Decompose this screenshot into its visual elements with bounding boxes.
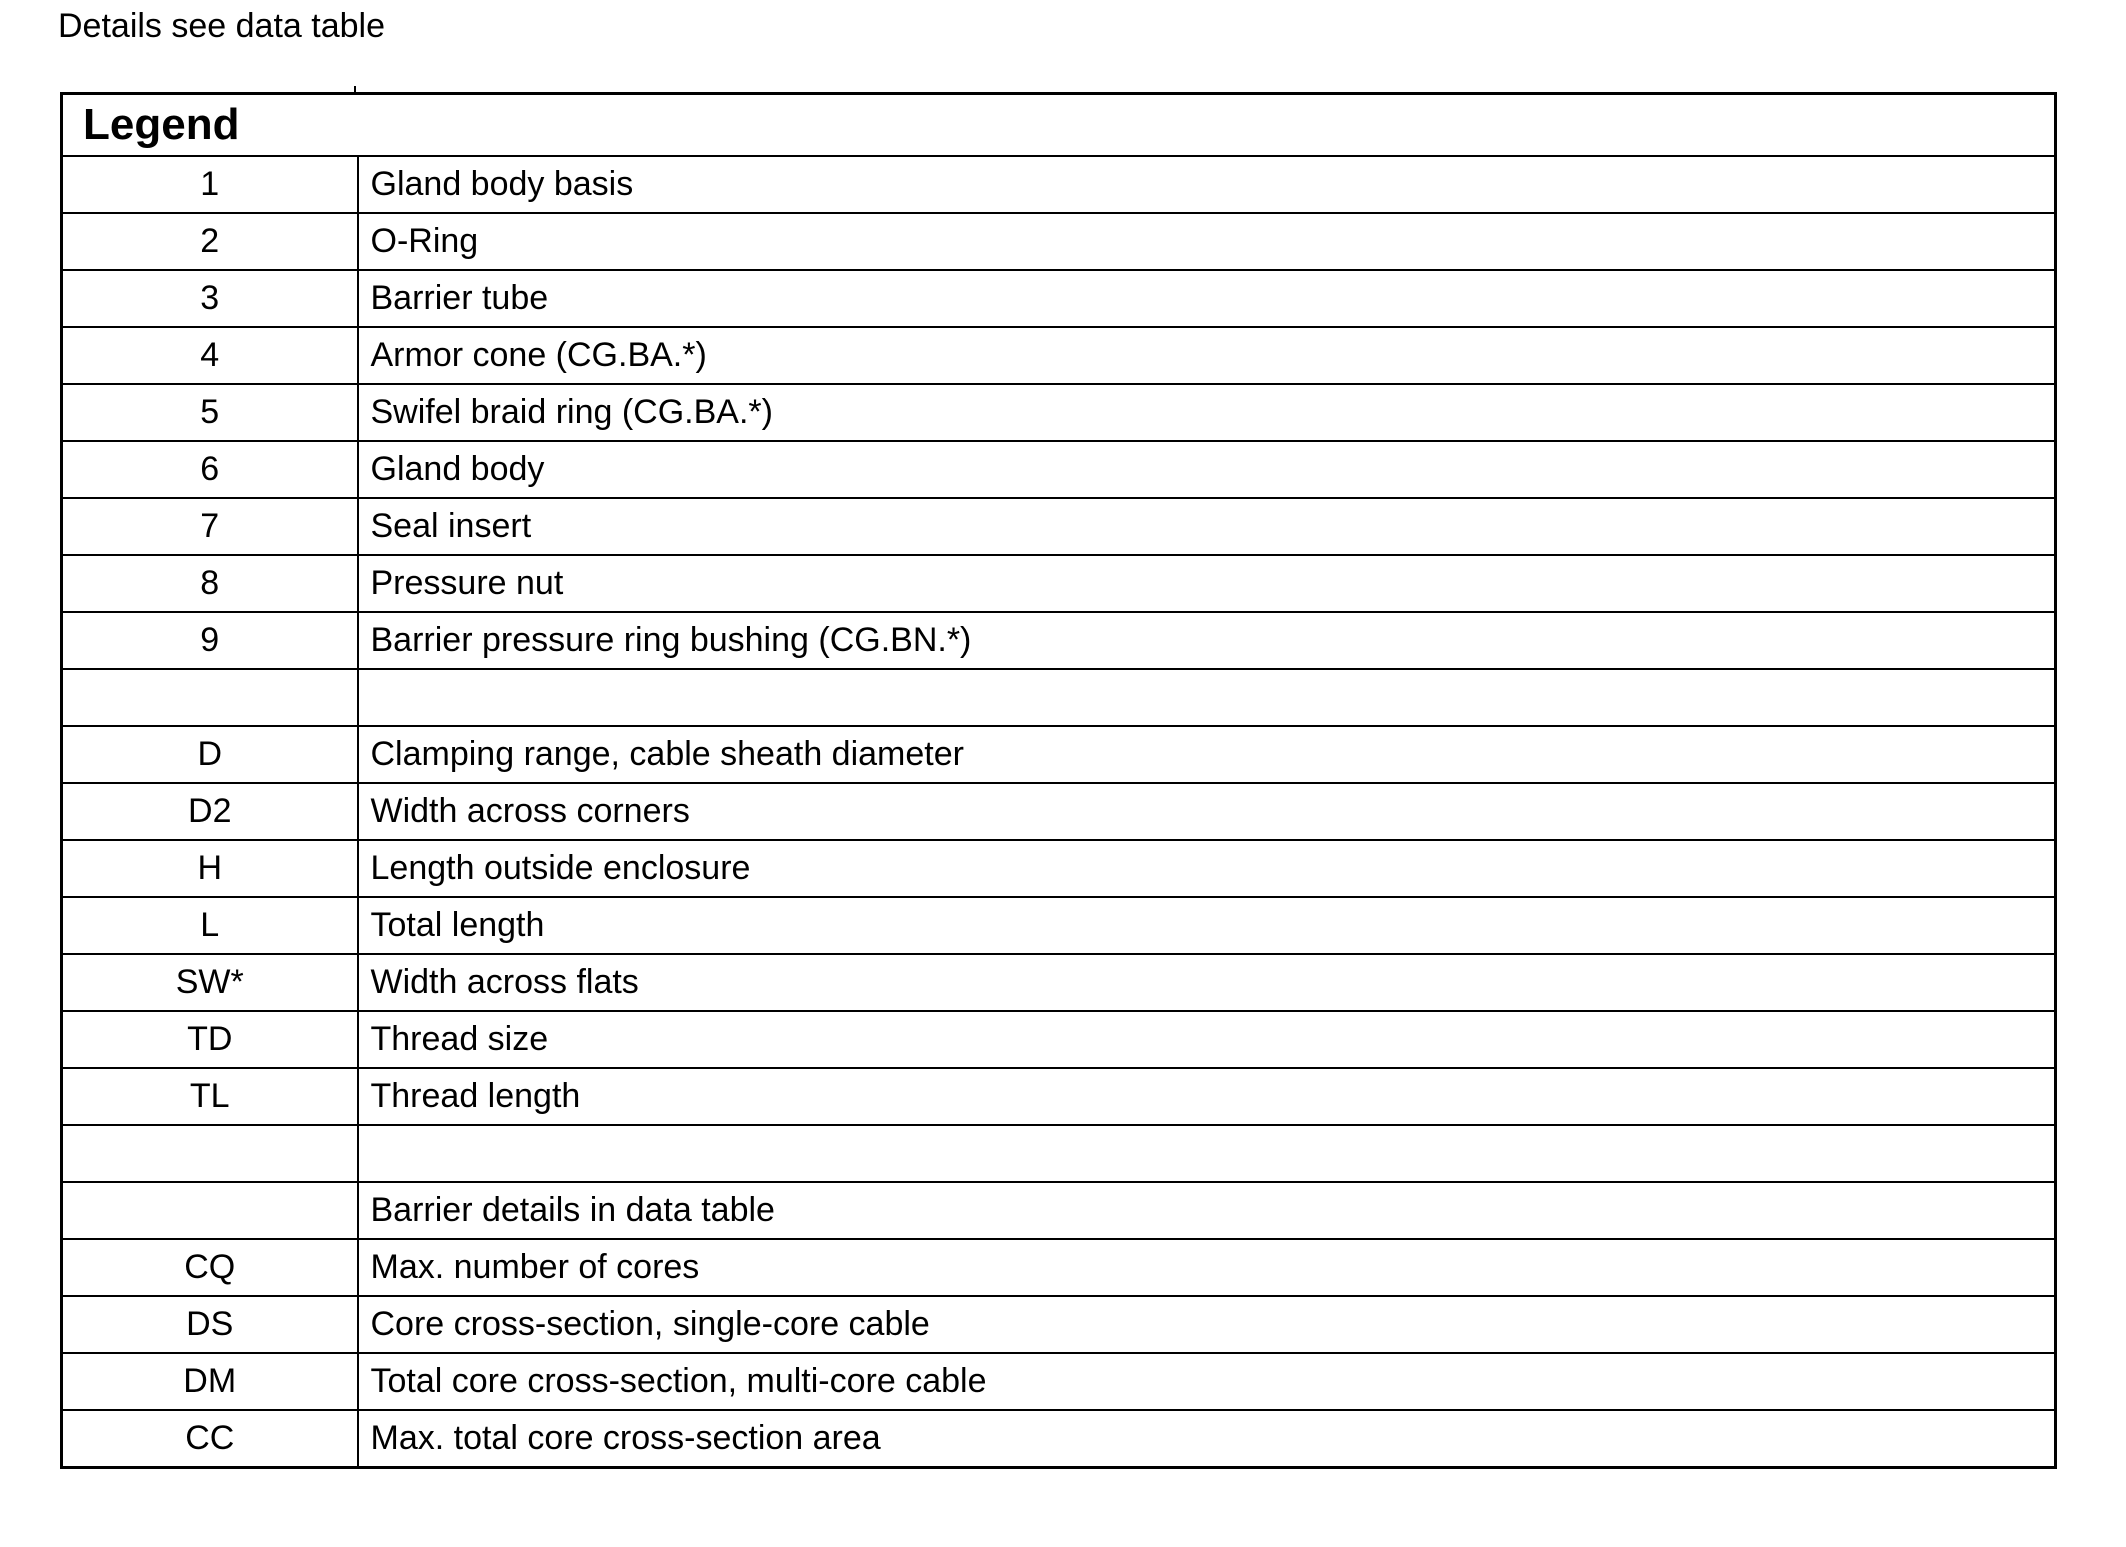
table-row xyxy=(62,1011,2056,1068)
table-row xyxy=(62,897,2056,954)
table-row xyxy=(62,156,2056,213)
legend-desc-cell: Max. total core cross-section area xyxy=(358,1410,2056,1467)
legend-key-cell: 9 xyxy=(62,612,358,669)
legend-key-cell: L xyxy=(62,897,358,954)
legend-desc-cell: Core cross-section, single-core cable xyxy=(358,1296,2056,1353)
legend-desc-cell: Swifel braid ring (CG.BA.*) xyxy=(358,384,2056,441)
table-row xyxy=(62,1182,2056,1239)
legend-key-cell xyxy=(62,669,358,726)
legend-desc-cell: Barrier pressure ring bushing (CG.BN.*) xyxy=(358,612,2056,669)
table-row xyxy=(62,1353,2056,1410)
table-row xyxy=(62,498,2056,555)
table-row xyxy=(62,270,2056,327)
legend-desc-cell: Gland body xyxy=(358,441,2056,498)
legend-desc-cell: Thread size xyxy=(358,1011,2056,1068)
table-row xyxy=(62,384,2056,441)
details-caption: Details see data table xyxy=(58,7,385,45)
legend-desc-cell: Width across flats xyxy=(358,954,2056,1011)
legend-key-cell: 5 xyxy=(62,384,358,441)
table-row xyxy=(62,954,2056,1011)
legend-key-cell xyxy=(62,1125,358,1182)
table-row xyxy=(62,327,2056,384)
legend-desc-cell: Armor cone (CG.BA.*) xyxy=(358,327,2056,384)
table-row xyxy=(62,441,2056,498)
table-row xyxy=(62,555,2056,612)
legend-key-cell: CC xyxy=(62,1410,358,1467)
legend-desc-cell: O-Ring xyxy=(358,213,2056,270)
table-row xyxy=(62,1125,2056,1182)
legend-desc-cell: Total core cross-section, multi-core cable xyxy=(358,1353,2056,1410)
table-row xyxy=(62,1296,2056,1353)
legend-table xyxy=(60,92,2057,1469)
legend-desc-cell: Barrier tube xyxy=(358,270,2056,327)
legend-key-cell: 7 xyxy=(62,498,358,555)
legend-header-row xyxy=(62,94,2056,157)
table-row xyxy=(62,1239,2056,1296)
table-row xyxy=(62,1068,2056,1125)
legend-key-cell: 2 xyxy=(62,213,358,270)
legend-desc-cell: Gland body basis xyxy=(358,156,2056,213)
legend-key-cell: D2 xyxy=(62,783,358,840)
legend-key-cell: TD xyxy=(62,1011,358,1068)
table-row xyxy=(62,726,2056,783)
legend-desc-cell xyxy=(358,669,2056,726)
legend-key-cell: CQ xyxy=(62,1239,358,1296)
legend-key-cell: DM xyxy=(62,1353,358,1410)
legend-key-cell: SW* xyxy=(62,954,358,1011)
legend-key-cell: DS xyxy=(62,1296,358,1353)
legend-table-body xyxy=(62,94,2056,1468)
legend-key-cell: 4 xyxy=(62,327,358,384)
legend-key-cell: 6 xyxy=(62,441,358,498)
legend-desc-cell: Max. number of cores xyxy=(358,1239,2056,1296)
legend-desc-cell: Width across corners xyxy=(358,783,2056,840)
legend-desc-cell: Thread length xyxy=(358,1068,2056,1125)
table-row xyxy=(62,669,2056,726)
legend-key-cell: TL xyxy=(62,1068,358,1125)
legend-table-title: Legend xyxy=(62,94,2056,157)
legend-key-cell: H xyxy=(62,840,358,897)
legend-desc-cell: Total length xyxy=(358,897,2056,954)
table-row xyxy=(62,612,2056,669)
table-row xyxy=(62,783,2056,840)
legend-key-cell xyxy=(62,1182,358,1239)
table-row xyxy=(62,1410,2056,1467)
legend-desc-cell: Pressure nut xyxy=(358,555,2056,612)
legend-desc-cell xyxy=(358,1125,2056,1182)
legend-key-cell: D xyxy=(62,726,358,783)
table-row xyxy=(62,213,2056,270)
legend-desc-cell: Seal insert xyxy=(358,498,2056,555)
legend-key-cell: 3 xyxy=(62,270,358,327)
legend-desc-cell: Barrier details in data table xyxy=(358,1182,2056,1239)
legend-key-cell: 8 xyxy=(62,555,358,612)
legend-desc-cell: Clamping range, cable sheath diameter xyxy=(358,726,2056,783)
legend-desc-cell: Length outside enclosure xyxy=(358,840,2056,897)
table-row xyxy=(62,840,2056,897)
legend-key-cell: 1 xyxy=(62,156,358,213)
